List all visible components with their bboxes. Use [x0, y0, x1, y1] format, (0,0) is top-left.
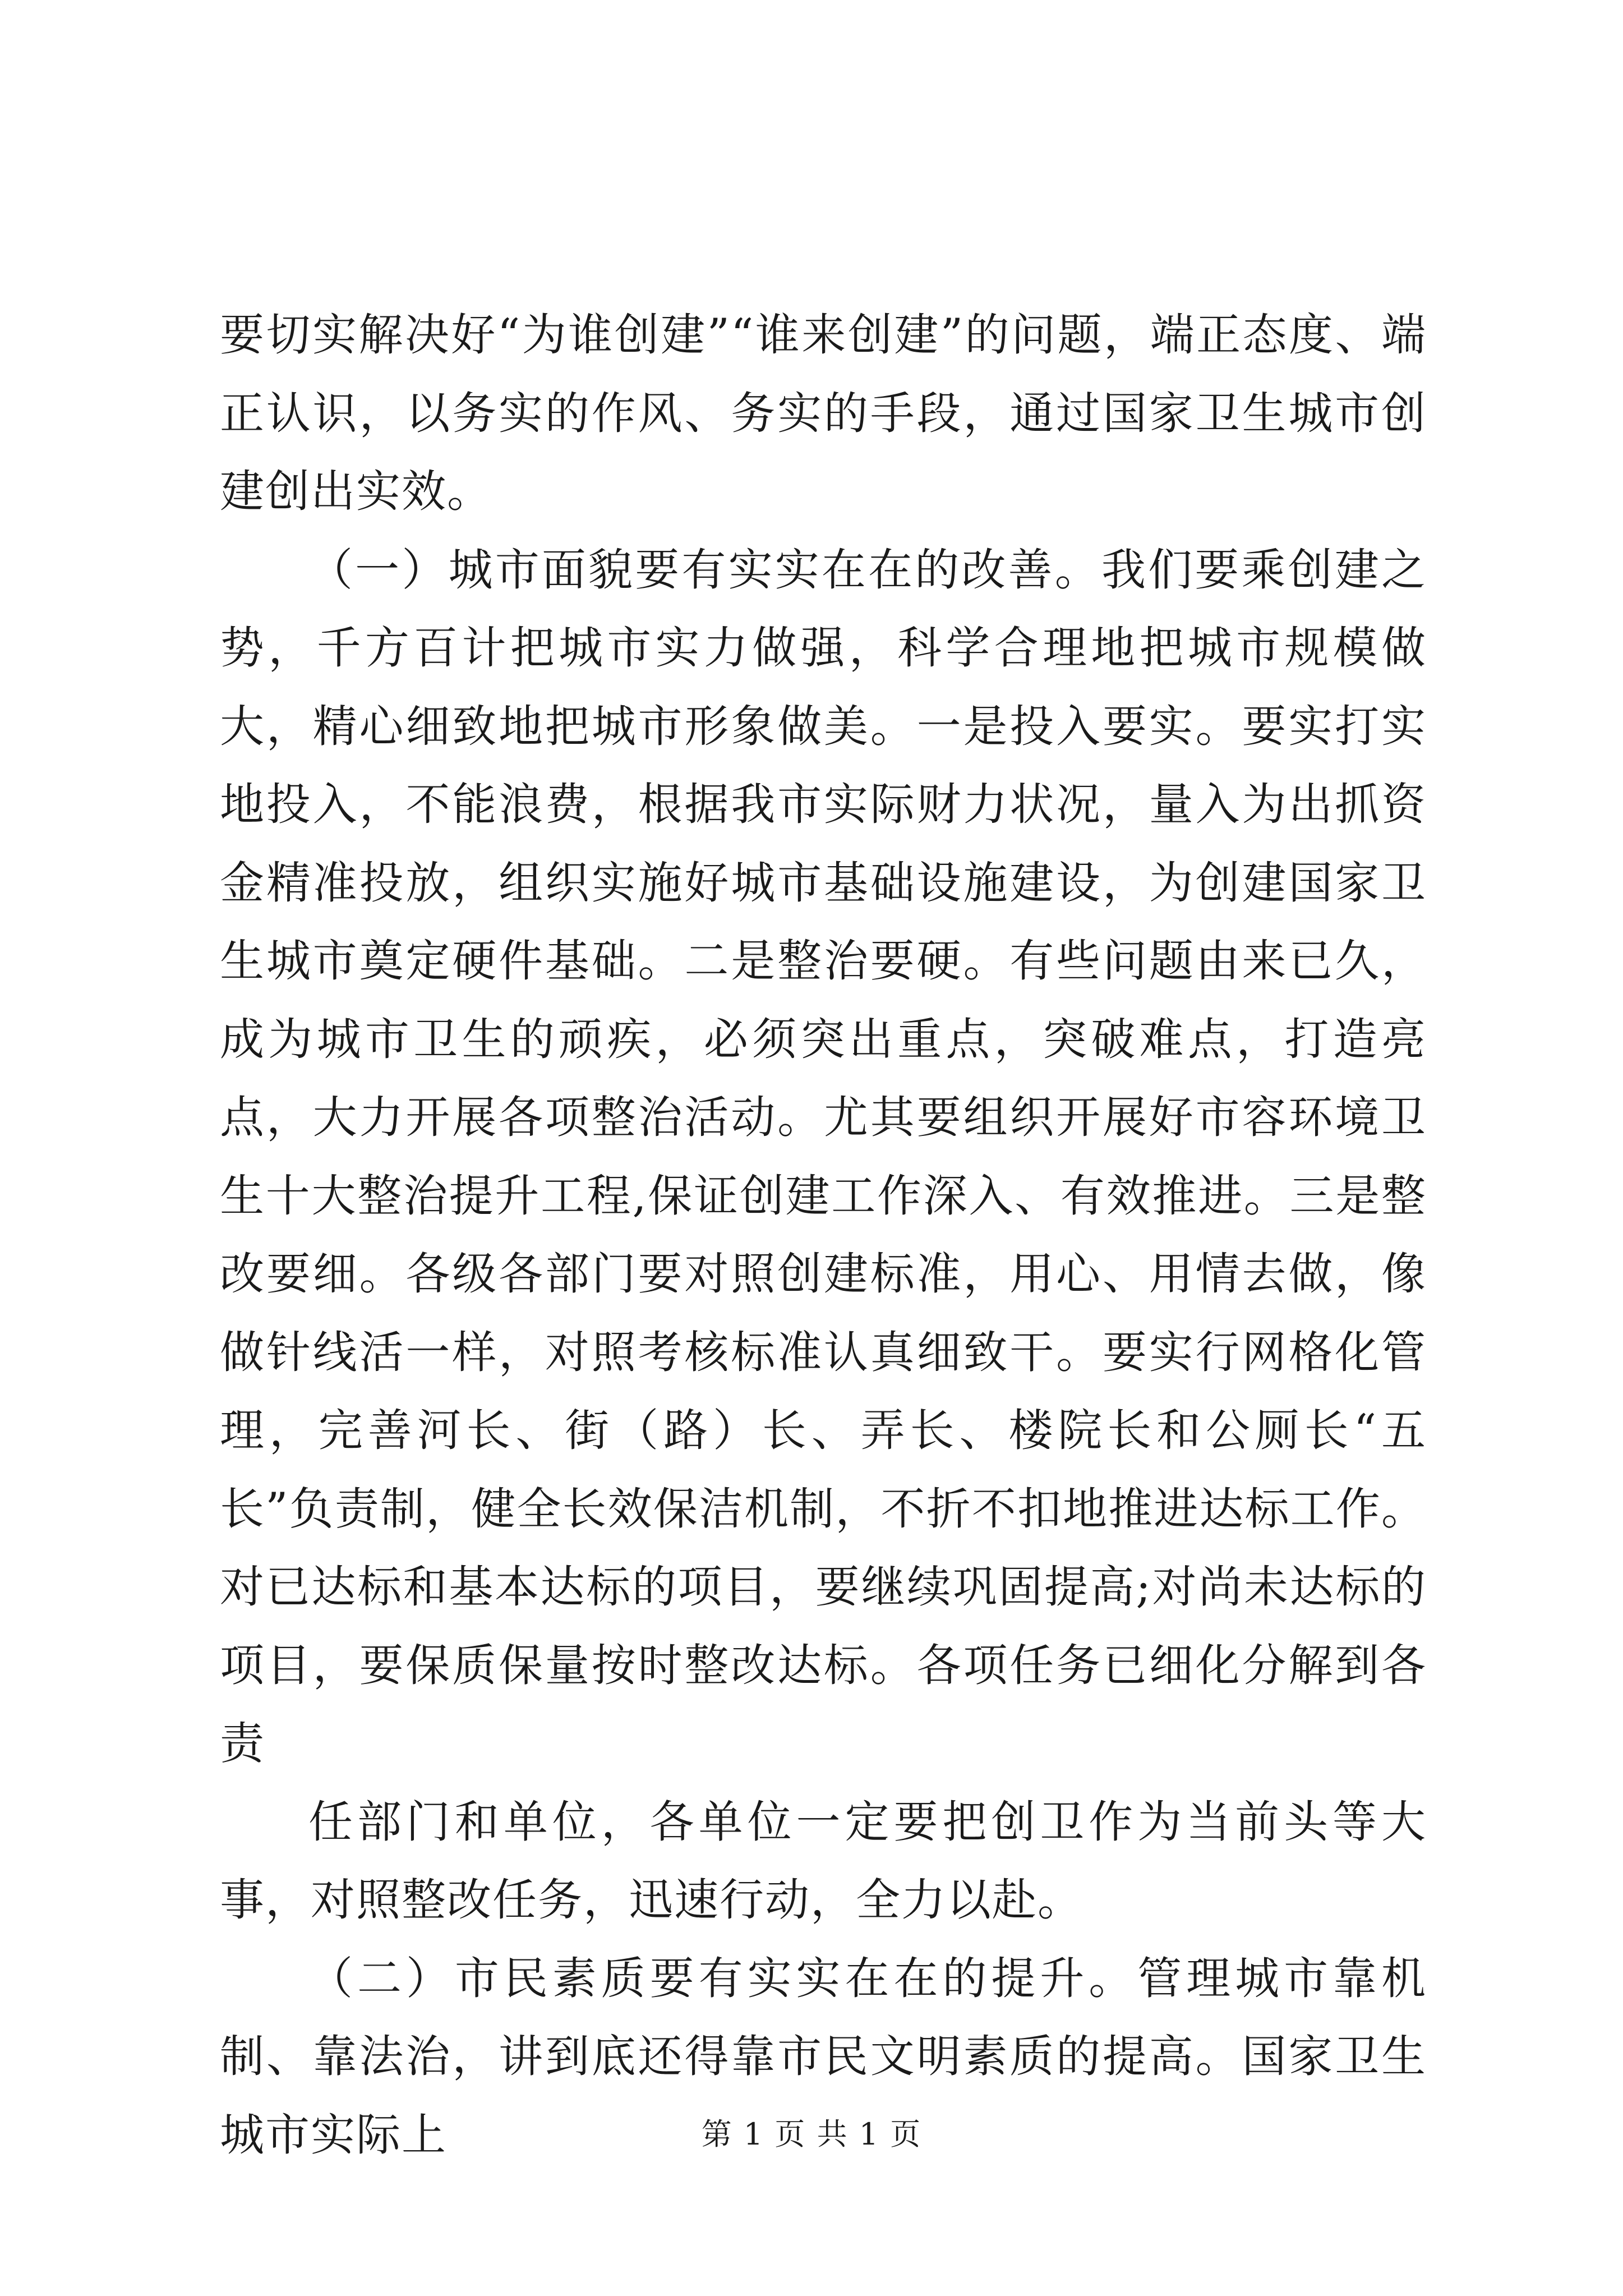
paragraph-section-one-continued: 任部门和单位，各单位一定要把创卫作为当前头等大事，对照整改任务，迅速行动，全力以赴。: [220, 1796, 1427, 1926]
paragraph-section-two: （二）市民素质要有实实在在的提升。管理城市靠机制、靠法治，讲到底还得靠市民文明素质的提高。国家卫生城市实际上: [220, 1952, 1427, 2161]
page-number-footer: 第 1 页 共 1 页: [701, 2116, 922, 2152]
document-body: [220, 296, 1427, 2174]
paragraph-intro: 要切实解决好“为谁创建”“谁来创建”的问题，端正态度、端正认识，以务实的作风、务实的手段，通过国家卫生城市创建创出实效。: [220, 309, 1427, 517]
paragraph-section-one: （一）城市面貌要有实实在在的改善。我们要乘创建之势，千方百计把城市实力做强，科学合理地把城市规模做大，精心细致地把城市形象做美。一是投入要实。要实打实地投入，不能浪费，根据我市实际财力状况，量入为出抓资金精准投放，组织实施好城市基础设施建设，为创建国家卫生城市奠定硬件基础。二是整治要硬。有些问题由来已久，成为城市卫生的顽疾，必须突出重点，突破难点，打造亮点，大力开展各项整治活动。尤其要组织开展好市容环境卫生十大整治提升工程,保证创建工作深入、有效推进。三是整改要细。各级各部门要对照创建标准，用心、用情去做，像做针线活一样，对照考核标准认真细致干。要实行网格化管理，完善河长、街（路）长、弄长、楼院长和公厕长“五长”负责制，健全长效保洁机制，不折不扣地推进达标工作。对已达标和基本达标的项目，要继续巩固提高;对尚未达标的项目，要保质保量按时整改达标。各项任务已细化分解到各责: [220, 544, 1427, 1769]
